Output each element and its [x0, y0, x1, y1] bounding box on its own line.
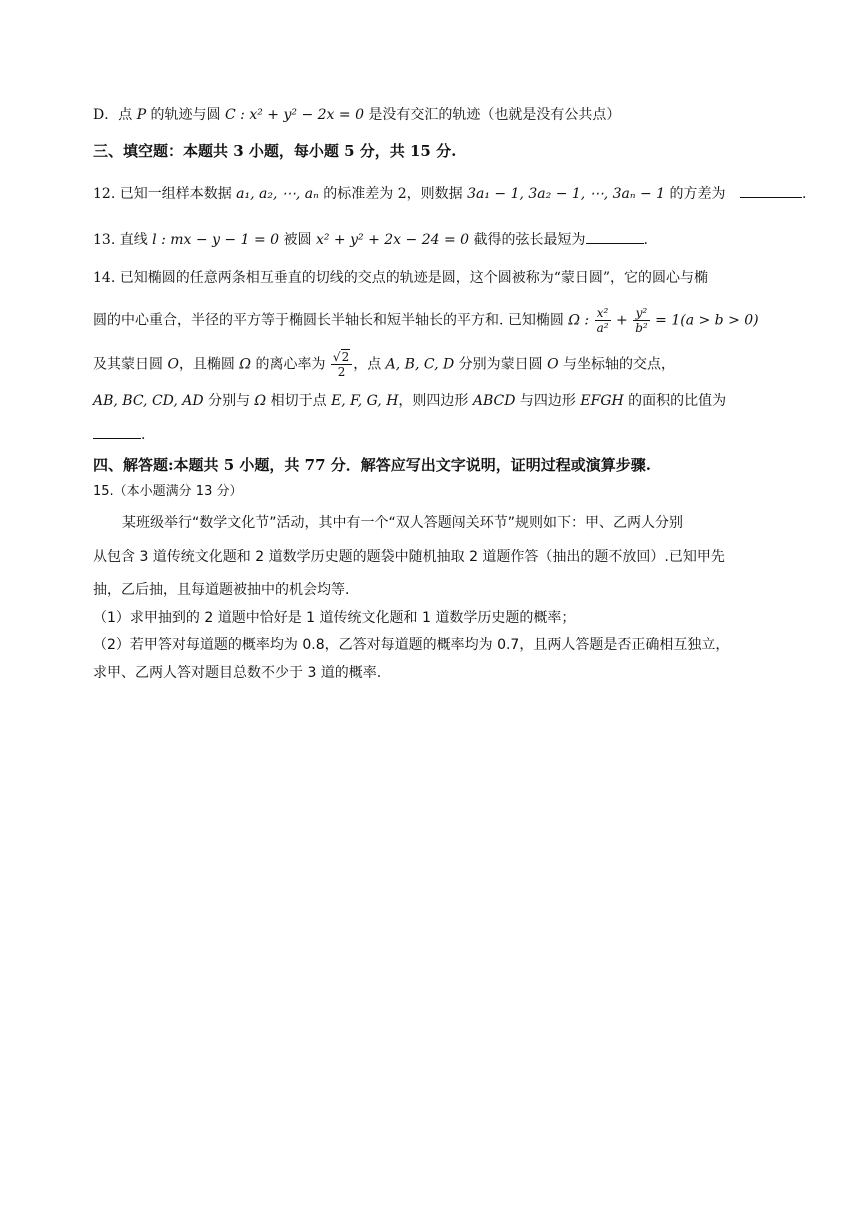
- q12-prefix: 12. 已知一组样本数据: [93, 186, 237, 202]
- q14-l4-d: ，则四边形: [398, 393, 473, 409]
- q12-answer-blank[interactable]: [740, 183, 802, 198]
- ellipse-omega-3: Ω: [254, 393, 267, 409]
- ellipse-omega: Ω :: [568, 312, 590, 329]
- q14-line-5: [93, 424, 145, 445]
- frac2-denominator: b²: [635, 321, 648, 335]
- q12-mid2: ，则数据: [406, 186, 468, 202]
- point-p: P: [136, 107, 147, 123]
- q12-new-data: 3a₁ − 1, 3a₂ − 1, ⋯, 3aₙ − 1: [467, 186, 666, 202]
- q14-l3-f: 与坐标轴的交点，: [558, 356, 676, 373]
- q13-suffix: 截得的弦长最短为: [469, 232, 586, 248]
- section-3-title: 三、填空题：本题共 3 小题，每小题 5 分，共 15 分.: [93, 142, 457, 160]
- points-abcd: A, B, C, D: [385, 356, 455, 373]
- frac2-numerator: y²: [633, 306, 650, 321]
- quad-efgh: EFGH: [580, 393, 624, 409]
- q12-suffix: 的方差为: [665, 186, 726, 202]
- q14-l4-b: 分别与: [203, 393, 255, 409]
- monge-circle-o: O: [167, 356, 179, 373]
- q14-l3-a: 及其蒙日圆: [93, 356, 168, 373]
- q12-sample-data: a₁, a₂, ⋯, aₙ: [236, 186, 319, 202]
- q15-header: 15.（本小题满分 13 分）: [93, 484, 243, 499]
- q14-answer-blank[interactable]: [93, 424, 141, 439]
- ellipse-condition: = 1(a > b > 0): [650, 312, 759, 329]
- q14-l3-c: 的离心率为: [251, 356, 330, 373]
- q12-end: .: [801, 186, 807, 202]
- segments-ab-bc-cd-ad: AB, BC, CD, AD: [93, 393, 204, 409]
- monge-circle-o-2: O: [547, 356, 559, 373]
- q14-line-2: [93, 306, 759, 335]
- q14-l3-d: ，点: [353, 356, 386, 373]
- q15-para-2: 从包含 3 道传统文化题和 2 道数学历史题的题袋中随机抽取 2 道题作答（抽出的题不放回）.已知甲先: [93, 549, 725, 565]
- q15-para-1: 某班级举行“数学文化节”活动，其中有一个“双人答题闯关环节”规则如下：甲、乙两人分别: [122, 515, 684, 531]
- q14-line-1: 14. 已知椭圆的任意两条相互垂直的切线的交点的轨迹是圆，这个圆被称为“蒙日圆”，它的圆心与椭: [93, 270, 709, 286]
- plus-sign: +: [611, 312, 633, 329]
- q12-sd: 2: [397, 186, 407, 202]
- q14-line-4: [93, 391, 726, 411]
- q14-line-2-text: 圆的中心重合，半径的平方等于椭圆长半轴长和短半轴长的平方和. 已知椭圆: [93, 312, 569, 329]
- points-efgh: E, F, G, H: [331, 393, 399, 409]
- q15-subquestion-2b: 求甲、乙两人答对题目总数不少于 3 道的概率.: [93, 665, 382, 681]
- option-d-mid: 的轨迹与圆: [146, 107, 226, 123]
- question-12: [93, 183, 806, 204]
- q13-answer-blank[interactable]: [586, 229, 644, 244]
- q15-subquestion-2a: （2）若甲答对每道题的概率均为 0.8，乙答对每道题的概率均为 0.7，且两人答题是否正确相互独立，: [93, 637, 730, 653]
- q13-prefix: 13. 直线: [93, 232, 153, 248]
- quad-abcd: ABCD: [472, 393, 516, 409]
- option-d: [93, 105, 620, 125]
- q14-l3-e: 分别为蒙日圆: [454, 356, 548, 373]
- q14-line-3: [93, 350, 675, 379]
- q13-line-equation: l : mx − y − 1 = 0: [152, 232, 280, 248]
- q14-l3-b: ，且椭圆: [178, 356, 240, 373]
- option-d-suffix: 是没有交汇的轨迹（也就是没有公共点）: [363, 107, 621, 123]
- q15-subquestion-1: （1）求甲抽到的 2 道题中恰好是 1 道传统文化题和 1 道数学历史题的概率；: [93, 610, 576, 626]
- ellipse-omega-2: Ω: [239, 356, 251, 373]
- q14-l4-e: 与四边形: [515, 393, 581, 409]
- q14-end: .: [141, 427, 146, 443]
- sqrt-numerator: √2: [331, 350, 352, 365]
- q12-mid1: 的标准差为: [318, 186, 398, 202]
- section-4-title: 四、解答题:本题共 5 小题，共 77 分．解答应写出文字说明，证明过程或演算步骤.: [93, 456, 651, 474]
- option-d-prefix: D．点: [93, 107, 137, 123]
- circle-c-equation: C : x² + y² − 2x = 0: [225, 107, 364, 123]
- q13-circle-equation: x² + y² + 2x − 24 = 0: [315, 232, 470, 248]
- q15-para-3: 抽，乙后抽，且每道题被抽中的机会均等.: [93, 582, 350, 598]
- frac1-denominator: a²: [596, 321, 609, 335]
- q13-mid: 被圆: [279, 232, 316, 248]
- eccentricity-fraction: [331, 350, 352, 379]
- fraction-x2-a2: [595, 306, 611, 335]
- sqrt-denominator: 2: [337, 365, 346, 379]
- question-13: [93, 229, 648, 250]
- q14-l4-f: 的面积的比值为: [623, 393, 727, 409]
- sqrt-radicand: 2: [341, 350, 350, 364]
- q14-l4-c: 相切于点: [266, 393, 332, 409]
- q13-end: .: [643, 232, 648, 248]
- frac1-numerator: x²: [595, 306, 611, 321]
- fraction-y2-b2: [633, 306, 650, 335]
